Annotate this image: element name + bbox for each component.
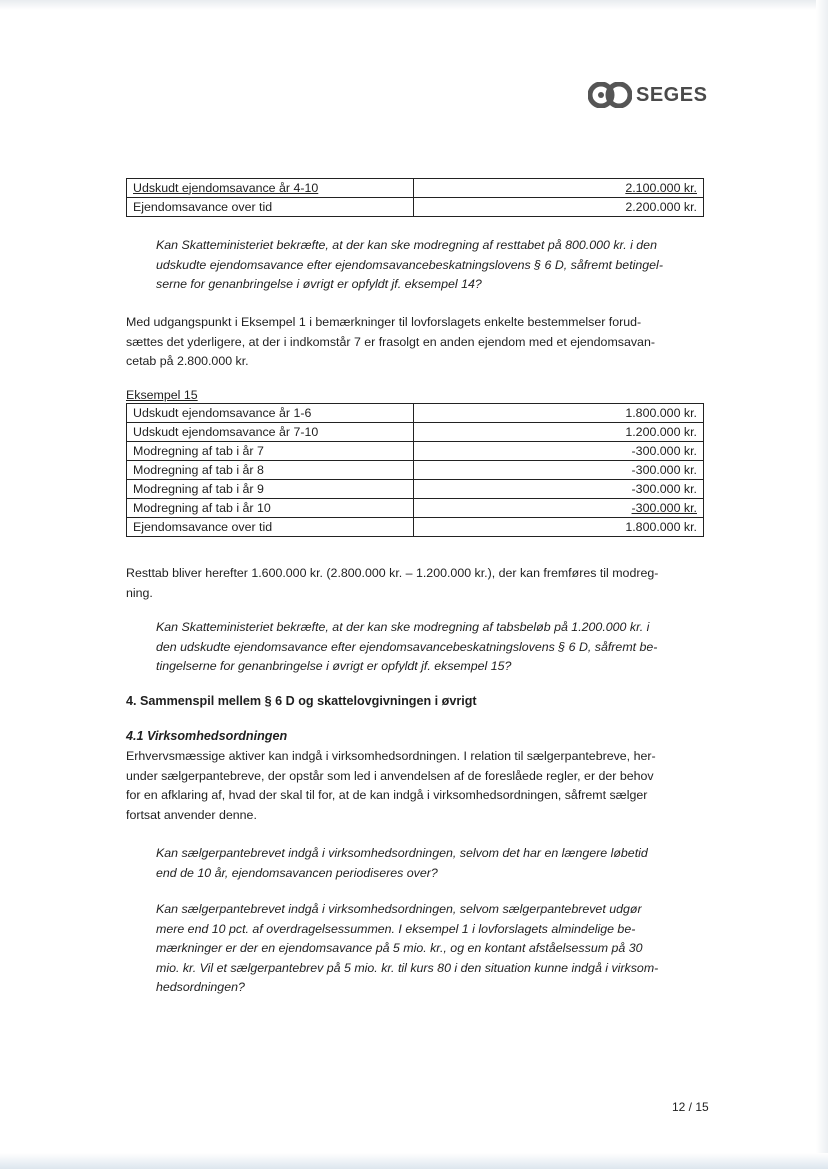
page-edge-right xyxy=(816,0,828,1169)
row-label: Udskudt ejendomsavance år 1-6 xyxy=(127,404,414,423)
question-2 xyxy=(126,618,704,677)
text-line: end de 10 år, ejendomsavancen periodiseres over? xyxy=(156,865,438,880)
text-line: mærkninger er der en ejendomsavance på 5 mio. kr., og en kontant afståelsessum på 30 xyxy=(156,941,643,955)
seges-logo-mark-icon xyxy=(588,82,632,108)
row-value: 1.800.000 kr. xyxy=(414,404,704,423)
avance-table-1 xyxy=(126,178,704,217)
section-4-heading: 4. Sammenspil mellem § 6 D og skattelovgivningen i øvrigt xyxy=(126,694,477,708)
text-line: fortsat anvender denne. xyxy=(126,807,257,822)
text-line: Kan Skatteministeriet bekræfte, at der kan ske modregning af resttabet på 800.000 kr. i den xyxy=(156,238,657,252)
seges-logo xyxy=(588,82,707,108)
paragraph-1 xyxy=(126,313,704,372)
row-value: -300.000 kr. xyxy=(414,480,704,499)
text-line: Med udgangspunkt i Eksempel 1 i bemærkninger til lovforslagets enkelte bestemmelser forud- xyxy=(126,315,642,329)
example-15-label: Eksempel 15 xyxy=(126,388,198,402)
seges-logo-text: SEGES xyxy=(636,83,708,106)
text-line: tingelserne for genanbringelse i øvrigt er opfyldt jf. eksempel 15? xyxy=(156,659,512,673)
row-label: Udskudt ejendomsavance år 7-10 xyxy=(127,423,414,442)
row-label: Modregning af tab i år 9 xyxy=(127,480,414,499)
text-line: mere end 10 pct. af overdragelsessummen. I eksempel 1 i lovforslagets almindelige be- xyxy=(156,921,636,936)
table-row xyxy=(127,198,704,217)
text-line: cetab på 2.800.000 kr. xyxy=(126,354,249,368)
example-15-table xyxy=(126,403,704,537)
question-4 xyxy=(126,900,704,998)
example-15 xyxy=(126,387,704,537)
table-row xyxy=(127,442,704,461)
text-line: udskudte ejendomsavance efter ejendomsavancebeskatningslovens § 6 D, såfremt betingel- xyxy=(156,257,663,272)
question-3 xyxy=(126,844,704,883)
row-value: -300.000 kr. xyxy=(414,499,704,518)
text-line: serne for genanbringelse i øvrigt er opfyldt jf. eksempel 14? xyxy=(156,277,482,291)
paragraph-3 xyxy=(126,747,704,825)
row-label: Modregning af tab i år 7 xyxy=(127,442,414,461)
text-line: sættes det yderligere, at der i indkomstår 7 er frasolgt en anden ejendom med et ejendomsavan- xyxy=(126,334,655,349)
text-line: for en afklaring af, hvad der skal til for, at de kan indgå i virksomhedsordningen, såfremt sælger xyxy=(126,788,648,802)
text-line: under sælgerpantebreve, der opstår som led i anvendelsen af de foreslåede regler, er der behov xyxy=(126,768,654,783)
table-row xyxy=(127,518,704,537)
row-label: Ejendomsavance over tid xyxy=(127,518,414,537)
text-line: Kan sælgerpantebrevet indgå i virksomhedsordningen, selvom sælgerpantebrevet udgør xyxy=(156,902,642,916)
table-row xyxy=(127,423,704,442)
table-row xyxy=(127,499,704,518)
text-line: hedsordningen? xyxy=(156,980,245,994)
table-continuation xyxy=(126,178,704,217)
text-line: Resttab bliver herefter 1.600.000 kr. (2.800.000 kr. – 1.200.000 kr.), der kan fremføres til modreg- xyxy=(126,566,659,580)
text-line: Kan sælgerpantebrevet indgå i virksomhedsordningen, selvom det har en længere løbetid xyxy=(156,846,648,860)
text-line: ning. xyxy=(126,585,153,600)
row-label: Udskudt ejendomsavance år 4-10 xyxy=(127,179,414,198)
row-value: -300.000 kr. xyxy=(414,461,704,480)
table-row xyxy=(127,480,704,499)
row-label: Modregning af tab i år 8 xyxy=(127,461,414,480)
row-value: 1.800.000 kr. xyxy=(414,518,704,537)
row-label: Ejendomsavance over tid xyxy=(127,198,414,217)
row-label: Modregning af tab i år 10 xyxy=(127,499,414,518)
text-line: Erhvervsmæssige aktiver kan indgå i virksomhedsordningen. I relation til sælgerpantebreve, her- xyxy=(126,749,656,763)
page-number: 12 / 15 xyxy=(672,1100,709,1114)
row-value: 2.200.000 kr. xyxy=(414,198,704,217)
table-row xyxy=(127,179,704,198)
text-line: mio. kr. Vil et sælgerpantebrev på 5 mio. kr. til kurs 80 i den situation kunne indgå i virksom- xyxy=(156,960,659,975)
table-row xyxy=(127,404,704,423)
text-line: Kan Skatteministeriet bekræfte, at der kan ske modregning af tabsbeløb på 1.200.000 kr. i xyxy=(156,620,650,634)
question-1 xyxy=(126,236,704,295)
section-4-1-heading: 4.1 Virksomhedsordningen xyxy=(126,729,288,743)
page-edge-top xyxy=(0,0,828,10)
text-line: den udskudte ejendomsavance efter ejendomsavancebeskatningslovens § 6 D, såfremt be- xyxy=(156,639,658,654)
page-edge-bottom xyxy=(0,1153,828,1169)
table-row xyxy=(127,461,704,480)
row-value: 2.100.000 kr. xyxy=(414,179,704,198)
paragraph-2 xyxy=(126,564,704,603)
row-value: -300.000 kr. xyxy=(414,442,704,461)
row-value: 1.200.000 kr. xyxy=(414,423,704,442)
